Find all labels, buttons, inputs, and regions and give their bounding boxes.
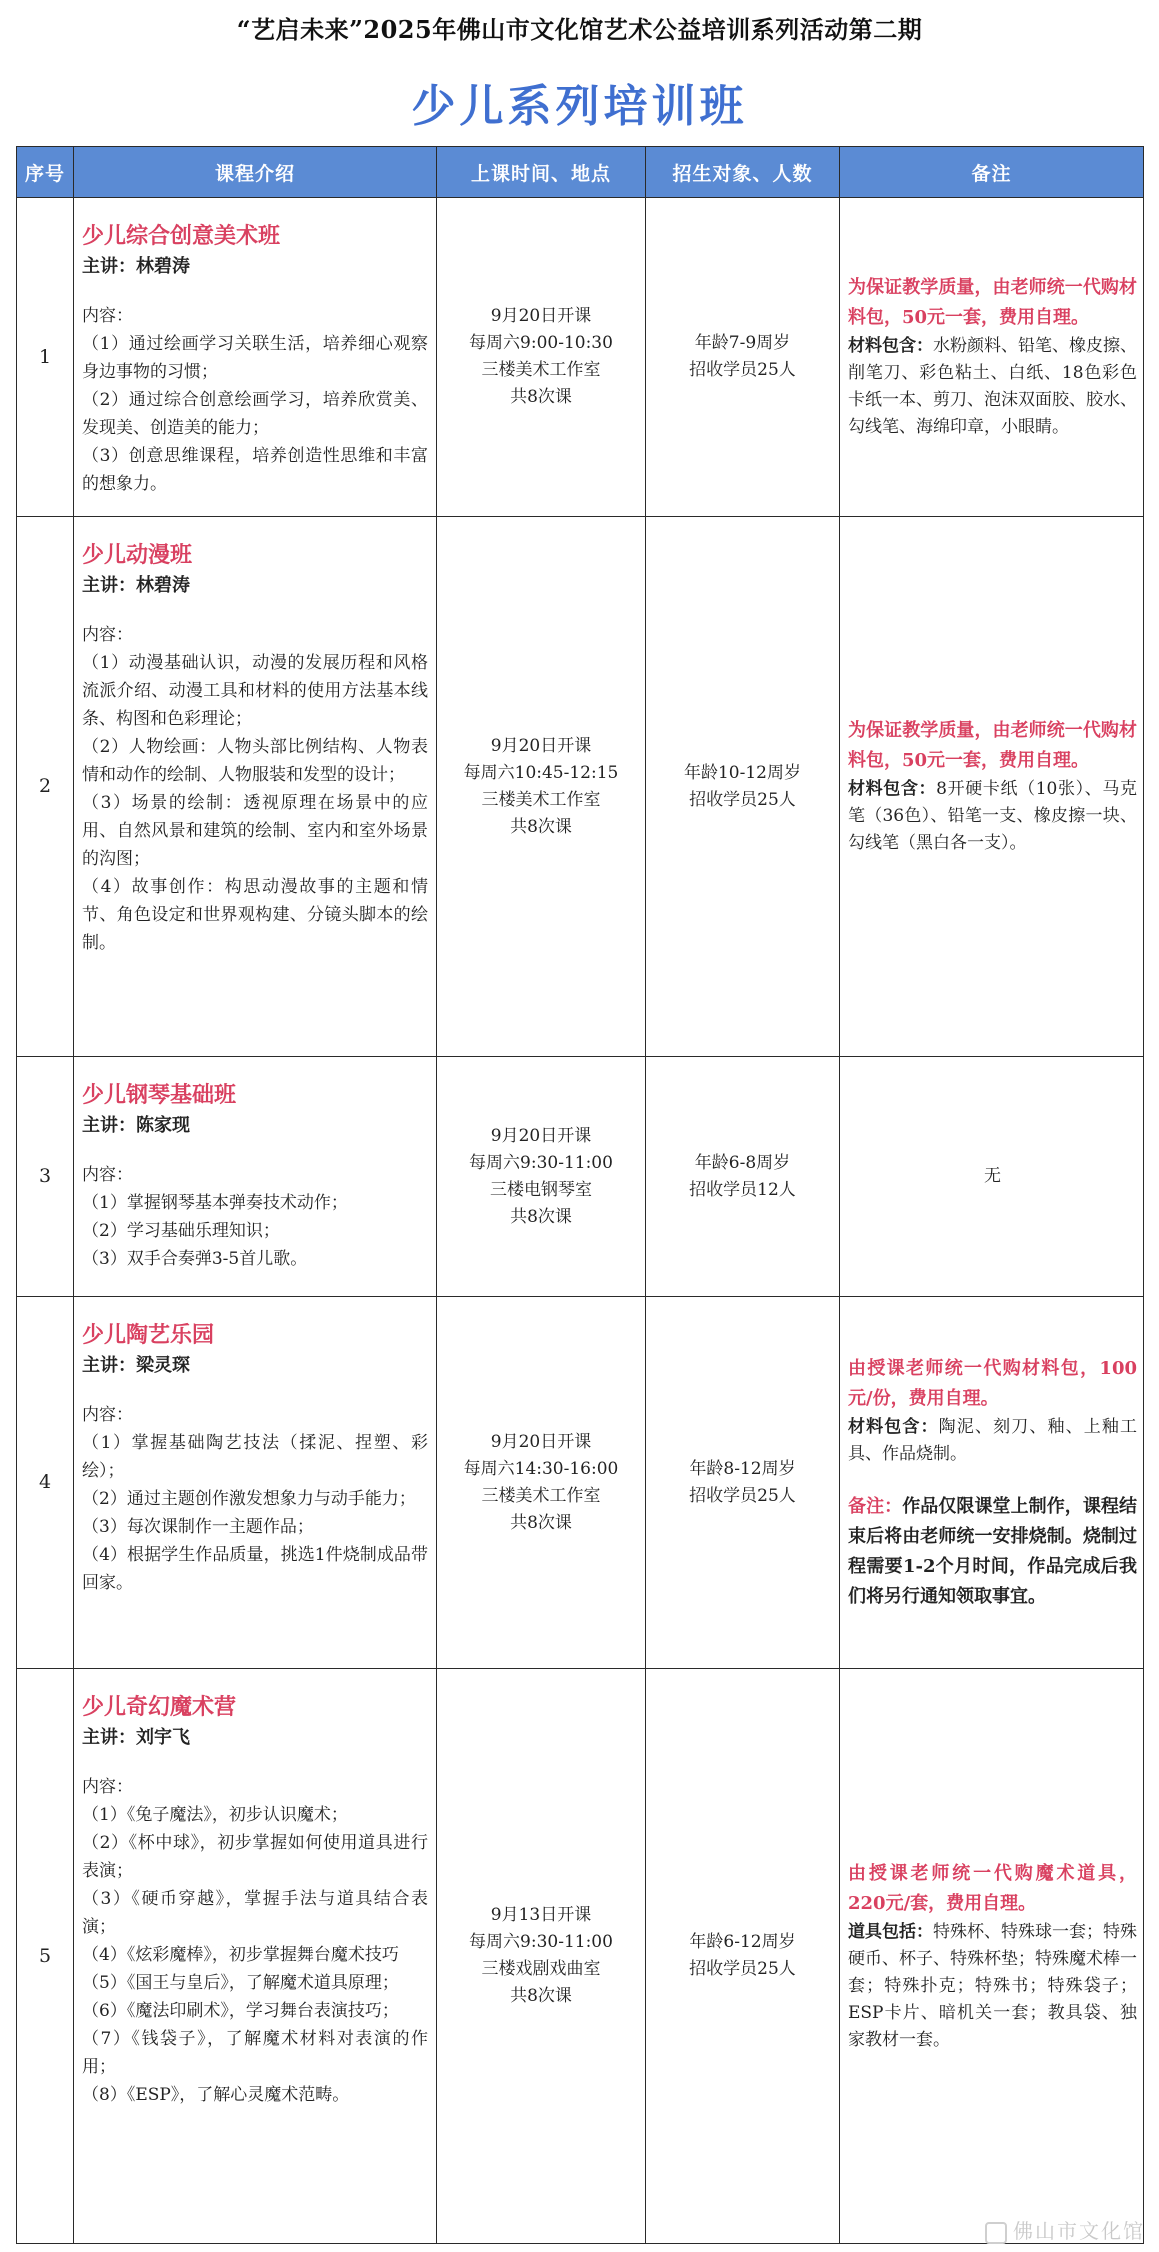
course-name: 少儿钢琴基础班 bbox=[82, 1082, 237, 1108]
note-fee: 由授课老师统一代购材料包，100元/份，费用自理。 bbox=[848, 1357, 1137, 1409]
content-item: （2）人物绘画：人物头部比例结构、人物表情和动作的绘制、人物服装和发型的设计； bbox=[82, 737, 428, 785]
content-item: （1）《兔子魔法》，初步认识魔术； bbox=[82, 1805, 348, 1825]
table-row bbox=[17, 517, 1144, 1057]
watermark-logo-icon bbox=[985, 2222, 1007, 2244]
class-count: 共8次课 bbox=[510, 1206, 572, 1227]
note-materials-label: 材料包含： bbox=[848, 1416, 939, 1437]
table-header-row bbox=[17, 147, 1144, 198]
class-location: 三楼美术工作室 bbox=[481, 789, 601, 810]
course-name: 少儿综合创意美术班 bbox=[82, 223, 281, 249]
content-item: （1）动漫基础认识，动漫的发展历程和风格流派介绍、动漫工具和材料的使用方法基本线条、构图和色彩理论； bbox=[82, 653, 428, 729]
content-item: （3）《硬币穿越》，掌握手法与道具结合表演； bbox=[82, 1889, 428, 1937]
note-remark-text: 作品仅限课堂上制作，课程结束后将由老师统一安排烧制。烧制过程需要1-2个月时间，作品完成后我们将另行通知领取事宜。 bbox=[848, 1495, 1138, 1607]
class-time: 每周六10:45-12:15 bbox=[463, 762, 619, 783]
content-label: 内容： bbox=[82, 1777, 133, 1797]
start-date: 9月20日开课 bbox=[490, 1431, 592, 1452]
note-materials-text: 陶泥、刻刀、釉、上釉工具、作品烧制。 bbox=[848, 1416, 1138, 1464]
class-location: 三楼美术工作室 bbox=[481, 360, 601, 380]
content-item: （2）通过主题创作激发想象力与动手能力； bbox=[82, 1489, 416, 1509]
class-count: 共8次课 bbox=[510, 1512, 572, 1533]
course-teacher: 主讲：林碧涛 bbox=[82, 256, 190, 277]
note-remark bbox=[848, 1492, 1137, 1612]
class-time: 每周六9:00-10:30 bbox=[469, 333, 613, 353]
content-item: （3）创意思维课程，培养创造性思维和丰富的想象力。 bbox=[82, 446, 428, 494]
course-target bbox=[646, 517, 840, 1057]
course-time-place bbox=[437, 1297, 646, 1669]
course-intro bbox=[74, 1297, 437, 1669]
row-seq: 4 bbox=[17, 1297, 74, 1669]
note-fee: 为保证教学质量，由老师统一代购材料包，50元一套，费用自理。 bbox=[848, 277, 1137, 328]
note-materials bbox=[848, 1414, 1137, 1468]
course-time-place bbox=[437, 517, 646, 1057]
content-item: （2）通过综合创意绘画学习，培养欣赏美、发现美、创造美的能力； bbox=[82, 390, 428, 438]
class-time: 每周六9:30-11:00 bbox=[469, 1152, 613, 1173]
class-location: 三楼戏剧戏曲室 bbox=[481, 1959, 601, 1979]
note-fee: 为保证教学质量，由老师统一代购材料包，50元一套，费用自理。 bbox=[848, 720, 1137, 771]
start-date: 9月20日开课 bbox=[490, 306, 592, 326]
age-range: 年龄8-12周岁 bbox=[689, 1458, 796, 1479]
note-materials-text: 特殊杯、特殊球一套；特殊硬币、杯子、特殊杯垫；特殊魔术棒一套；特殊扑克；特殊书；特殊袋子；ESP卡片、暗机关一套；教具袋、独家教材一套。 bbox=[848, 1921, 1137, 2050]
course-name: 少儿奇幻魔术营 bbox=[82, 1694, 237, 1720]
class-count: 共8次课 bbox=[510, 387, 572, 407]
course-target bbox=[646, 198, 840, 517]
note-materials-label: 道具包括： bbox=[848, 1921, 933, 1942]
row-seq: 1 bbox=[17, 198, 74, 517]
enrollment-count: 招收学员25人 bbox=[689, 360, 796, 380]
note-remark-label: 备注： bbox=[848, 1495, 903, 1517]
start-date: 9月13日开课 bbox=[490, 1905, 592, 1925]
class-time: 每周六9:30-11:00 bbox=[469, 1932, 613, 1952]
column-header-target: 招生对象、人数 bbox=[646, 147, 840, 198]
note-materials bbox=[848, 1919, 1137, 2054]
note-none: 无 bbox=[984, 1166, 1001, 1186]
column-header-intro: 课程介绍 bbox=[74, 147, 437, 198]
course-target bbox=[646, 1669, 840, 2244]
note-fee: 由授课老师统一代购魔术道具，220元/套，费用自理。 bbox=[848, 1862, 1137, 1914]
table-row bbox=[17, 1669, 1144, 2244]
course-time-place bbox=[437, 1057, 646, 1297]
course-note bbox=[840, 198, 1144, 517]
enrollment-count: 招收学员25人 bbox=[689, 789, 796, 810]
table-row bbox=[17, 1297, 1144, 1669]
course-intro bbox=[74, 517, 437, 1057]
course-intro bbox=[74, 198, 437, 517]
start-date: 9月20日开课 bbox=[490, 1125, 592, 1146]
course-note bbox=[840, 1297, 1144, 1669]
course-name: 少儿陶艺乐园 bbox=[82, 1322, 215, 1348]
note-materials-text: 8开硬卡纸（10张）、马克笔（36色）、铅笔一支、橡皮擦一块、勾线笔（黑白各一支）。 bbox=[848, 779, 1137, 853]
content-label: 内容： bbox=[82, 625, 133, 645]
row-seq: 2 bbox=[17, 517, 74, 1057]
course-time-place bbox=[437, 198, 646, 517]
content-item: （8）《ESP》，了解心灵魔术范畴。 bbox=[82, 2085, 350, 2105]
row-seq: 5 bbox=[17, 1669, 74, 2244]
class-time: 每周六14:30-16:00 bbox=[463, 1458, 619, 1479]
column-header-seq: 序号 bbox=[17, 147, 74, 198]
page-title: 少儿系列培训班 bbox=[411, 81, 748, 132]
content-item: （4）《炫彩魔棒》，初步掌握舞台魔术技巧 bbox=[82, 1945, 399, 1965]
course-note bbox=[840, 1057, 1144, 1297]
course-note bbox=[840, 1669, 1144, 2244]
note-materials bbox=[848, 333, 1137, 441]
content-item: （1）掌握钢琴基本弹奏技术动作； bbox=[82, 1193, 348, 1213]
content-item: （1）通过绘画学习关联生活，培养细心观察身边事物的习惯； bbox=[82, 334, 428, 382]
enrollment-count: 招收学员12人 bbox=[689, 1179, 796, 1200]
note-materials-label: 材料包含： bbox=[848, 779, 937, 799]
column-header-time: 上课时间、地点 bbox=[437, 147, 646, 198]
course-teacher: 主讲：梁灵琛 bbox=[82, 1355, 190, 1376]
content-label: 内容： bbox=[82, 1405, 133, 1425]
age-range: 年龄6-8周岁 bbox=[694, 1152, 791, 1173]
column-header-note: 备注 bbox=[840, 147, 1144, 198]
content-item: （4）根据学生作品质量，挑选1件烧制成品带回家。 bbox=[82, 1545, 428, 1593]
content-item: （1）掌握基础陶艺技法（揉泥、捏塑、彩绘）； bbox=[82, 1433, 428, 1481]
course-teacher: 主讲：林碧涛 bbox=[82, 575, 190, 596]
class-location: 三楼电钢琴室 bbox=[490, 1179, 592, 1200]
content-item: （4）故事创作：构思动漫故事的主题和情节、角色设定和世界观构建、分镜头脚本的绘制。 bbox=[82, 877, 428, 953]
content-item: （2）学习基础乐理知识； bbox=[82, 1221, 280, 1241]
watermark bbox=[985, 2215, 1145, 2244]
enrollment-count: 招收学员25人 bbox=[689, 1959, 796, 1979]
content-item: （7）《钱袋子》，了解魔术材料对表演的作用； bbox=[82, 2029, 428, 2077]
content-label: 内容： bbox=[82, 1165, 133, 1185]
class-location: 三楼美术工作室 bbox=[481, 1485, 601, 1506]
course-teacher: 主讲：刘宇飞 bbox=[82, 1727, 190, 1748]
note-materials-text: 水粉颜料、铅笔、橡皮擦、削笔刀、彩色粘土、白纸、18色彩色卡纸一本、剪刀、泡沫双面胶、胶水、勾线笔、海绵印章，小眼睛。 bbox=[848, 336, 1137, 437]
content-item: （5）《国王与皇后》，了解魔术道具原理； bbox=[82, 1973, 399, 1993]
course-table bbox=[16, 146, 1144, 2244]
watermark-text: 佛山市文化馆 bbox=[1013, 2219, 1145, 2243]
table-row bbox=[17, 1057, 1144, 1297]
age-range: 年龄7-9周岁 bbox=[694, 333, 791, 353]
content-item: （3）双手合奏弹3-5首儿歌。 bbox=[82, 1249, 308, 1269]
note-spacer bbox=[848, 1468, 1137, 1492]
table-row bbox=[17, 198, 1144, 517]
row-seq: 3 bbox=[17, 1057, 74, 1297]
course-name: 少儿动漫班 bbox=[82, 542, 193, 568]
content-item: （3）场景的绘制：透视原理在场景中的应用、自然风景和建筑的绘制、室内和室外场景的沟图； bbox=[82, 793, 428, 869]
course-intro bbox=[74, 1669, 437, 2244]
document-title: “艺启未来”2025年佛山市文化馆艺术公益培训系列活动第二期 bbox=[236, 15, 923, 44]
course-teacher: 主讲：陈家现 bbox=[82, 1115, 190, 1136]
course-target bbox=[646, 1297, 840, 1669]
content-item: （3）每次课制作一主题作品； bbox=[82, 1517, 314, 1537]
class-count: 共8次课 bbox=[510, 816, 572, 837]
class-count: 共8次课 bbox=[510, 1986, 572, 2006]
content-item: （2）《杯中球》，初步掌握如何使用道具进行表演； bbox=[82, 1833, 428, 1881]
course-target bbox=[646, 1057, 840, 1297]
content-label: 内容： bbox=[82, 306, 133, 326]
note-materials bbox=[848, 776, 1137, 857]
course-note bbox=[840, 517, 1144, 1057]
enrollment-count: 招收学员25人 bbox=[689, 1485, 796, 1506]
age-range: 年龄10-12周岁 bbox=[683, 762, 801, 783]
course-time-place bbox=[437, 1669, 646, 2244]
content-item: （6）《魔法印刷术》，学习舞台表演技巧； bbox=[82, 2001, 399, 2021]
course-intro bbox=[74, 1057, 437, 1297]
start-date: 9月20日开课 bbox=[490, 735, 592, 756]
note-materials-label: 材料包含： bbox=[848, 336, 933, 356]
age-range: 年龄6-12周岁 bbox=[689, 1932, 796, 1952]
